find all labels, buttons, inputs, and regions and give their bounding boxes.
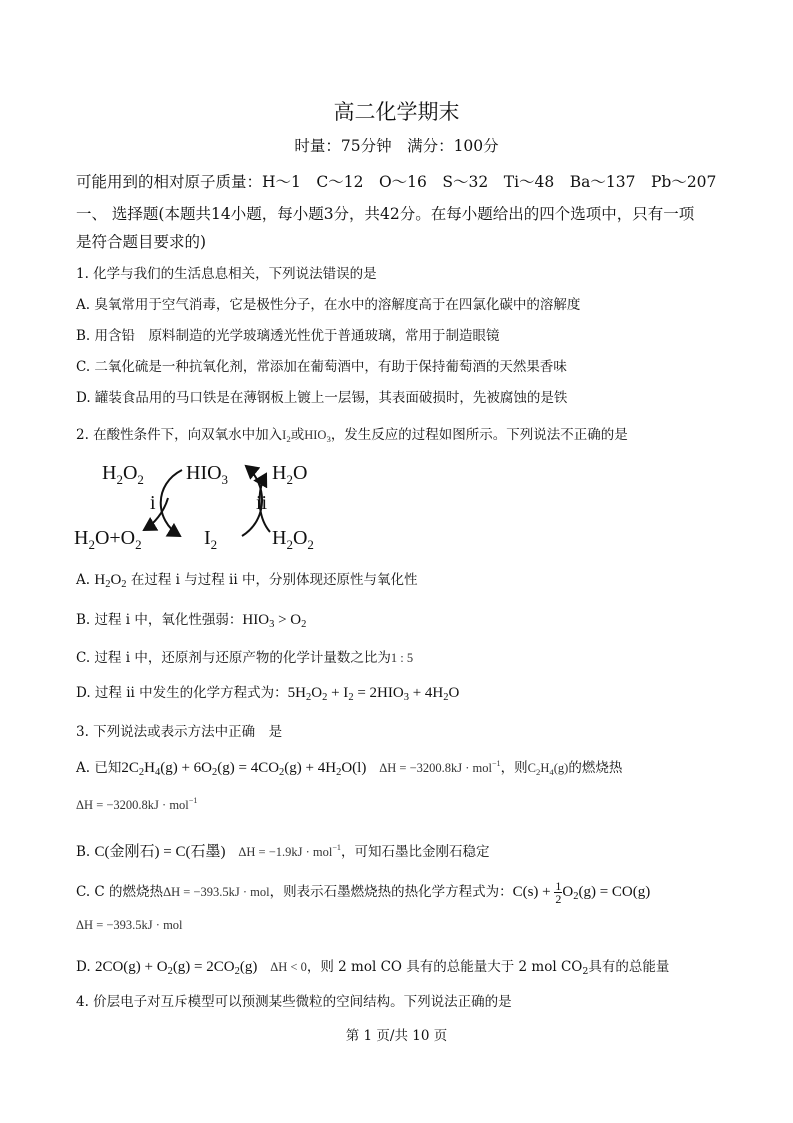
- q3-option-c-line2: ΔH = −393.5kJ · mol: [76, 918, 183, 932]
- q2-a-text: 在过程 i 与过程 ii 中，分别体现还原性与氧化性: [130, 572, 418, 588]
- q2-option-c: [76, 646, 413, 666]
- q3-a-line2-value: ΔH = −3200.8kJ · mol: [76, 798, 189, 812]
- q3-option-a: [76, 756, 622, 778]
- process-i-label: i: [150, 492, 156, 514]
- process-ii-equation: $5H_2O_2 + I_2 = 2HIO_3 + 4H_2O$: [287, 685, 460, 703]
- arrow-process-i-left: [144, 498, 168, 530]
- q3-c-enthalpy: ΔH = −393.5kJ · mol: [163, 885, 270, 899]
- q3-c-text2: ，则表示石墨燃烧热的热化学方程式为：: [269, 884, 513, 900]
- q2-option-d: [76, 681, 459, 703]
- q3-stem: 3. 下列说法或表示方法中正确 是: [76, 724, 283, 740]
- q3-b-text: ，可知石墨比金刚石稳定: [341, 844, 490, 860]
- q3-b-label: B.: [76, 844, 95, 860]
- q3-a-enthalpy-value: ΔH = −3200.8kJ · mol: [379, 761, 492, 775]
- q3-option-c: [76, 880, 650, 905]
- h2o-top-right: $H_2O$: [272, 462, 308, 487]
- arrow-process-i-right: [161, 470, 182, 536]
- q2-stem: [76, 423, 628, 444]
- oxidizing-comparison: $HIO_3 > O_2$: [242, 612, 307, 630]
- h2o2-bottom-right: $H_2O_2$: [272, 527, 314, 552]
- q3-a-then: ，则: [500, 760, 528, 776]
- q3-d-enthalpy: ΔH < 0: [270, 960, 307, 974]
- reaction-cycle-diagram: [70, 452, 330, 552]
- ethylene-combustion-equation: $2C_2H_4(g) + 6O_2(g) = 4CO_2(g) + 4H_2O(l)$: [121, 760, 367, 778]
- q3-a-enthalpy: ΔH = −3200.8kJ · mol$^{-1}$: [379, 759, 501, 775]
- q1-option-b: B. 用含铅 原料制造的光学玻璃透光性优于普通玻璃，常用于制造眼镜: [76, 328, 500, 344]
- q1-option-d: D. 罐装食品用的马口铁是在薄钢板上镀上一层锡，其表面破损时，先被腐蚀的是铁: [76, 390, 568, 406]
- q3-d-tail: 具有的总能量: [588, 959, 670, 975]
- h2o-o2-bottom-left: $H_2O+O_2$: [74, 527, 142, 552]
- q2-option-a: [76, 568, 417, 590]
- section-heading-line2: 是符合题目要求的): [76, 233, 207, 251]
- q3-option-b: [76, 840, 490, 861]
- diamond-graphite-equation: C(金刚石) = C(石墨): [94, 844, 226, 860]
- hio3-formula: $HIO_3$: [304, 428, 331, 444]
- ethylene-formula: $C_2H_4(g)$: [527, 761, 569, 777]
- i2-bottom: $I_2$: [204, 527, 218, 552]
- q2-b-text: B. 过程 i 中，氧化性强弱：: [76, 612, 243, 628]
- co-oxidation-equation: $2CO(g) + O_2(g) = 2CO_2(g)$: [94, 959, 258, 977]
- q3-b-enthalpy: ΔH = −1.9kJ · mol$^{-1}$: [238, 843, 341, 859]
- q3-b-enthalpy-value: ΔH = −1.9kJ · mol: [238, 845, 333, 859]
- i2-formula: $I_2$: [282, 428, 291, 444]
- q3-d-label: D.: [76, 959, 95, 975]
- exam-info: 时量：75分钟 满分：100分: [294, 137, 499, 155]
- graphite-combustion-equation: C(s) + $\frac{1}{2}$ $O_2(g) = CO(g)$: [512, 879, 651, 907]
- q2-a-label: A.: [76, 572, 95, 588]
- process-ii-label: ii: [256, 492, 268, 514]
- q2-c-text: C. 过程 i 中，还原剂与还原产物的化学计量数之比为: [76, 650, 391, 666]
- q2-stem-part-a: 2. 在酸性条件下，向双氧水中加入: [76, 427, 283, 443]
- q1-stem: 1. 化学与我们的生活息息相关，下列说法错误的是: [76, 266, 377, 282]
- hio3-top: $HIO_3$: [186, 462, 229, 487]
- q1-option-a: A. 臭氧常用于空气消毒，它是极性分子，在水中的溶解度高于在四氯化碳中的溶解度: [76, 297, 581, 313]
- q1-option-c: C. 二氧化硫是一种抗氧化剂，常添加在葡萄酒中，有助于保持葡萄酒的天然果香味: [76, 359, 567, 375]
- q2-option-b: [76, 608, 306, 630]
- q2-stem-or: 或: [290, 427, 305, 443]
- one-half-fraction: $\frac{1}{2}$: [555, 879, 562, 907]
- q3-a-label: A. 已知: [76, 760, 122, 776]
- q2-d-text: D. 过程 ii 中发生的化学方程式为：: [76, 685, 288, 701]
- page-number: 第 1 页/共 10 页: [345, 1028, 448, 1044]
- stoich-ratio: 1 : 5: [390, 651, 414, 665]
- page-title: 高二化学期末: [333, 100, 460, 124]
- q4-stem: 4. 价层电子对互斥模型可以预测某些微粒的空间结构。下列说法正确的是: [76, 994, 512, 1010]
- q3-d-text: ，则 2 mol CO 具有的总能量大于 2 mol CO: [306, 959, 583, 975]
- q3-option-d: D. $2CO(g) + O_2(g) = 2CO_2(g)$ ΔH < 0，则 2 mol CO 具有的总能量大于 2 mol $CO_2$具有的总能量: [76, 959, 670, 977]
- h2o2-formula: $H_2O_2$: [94, 572, 127, 590]
- q2-stem-part-b: ，发生反应的过程如图所示。下列说法不正确的是: [330, 427, 628, 443]
- section-heading-line1: 一、 选择题(本题共14小题，每小题3分，共42分。在每小题给出的四个选项中，只有一项: [76, 205, 695, 223]
- h2o2-top-left: $H_2O_2$: [102, 462, 144, 487]
- q3-option-a-line2: ΔH = −3200.8kJ · mol$^{-1}$: [76, 796, 198, 812]
- q3-a-tail: 的燃烧热: [568, 760, 623, 776]
- q3-c-text: C. C 的燃烧热: [76, 884, 164, 900]
- atomic-mass-line: 可能用到的相对原子质量：H～1 C～12 O～16 S～32 Ti～48 Ba～137 Pb～207: [76, 173, 717, 191]
